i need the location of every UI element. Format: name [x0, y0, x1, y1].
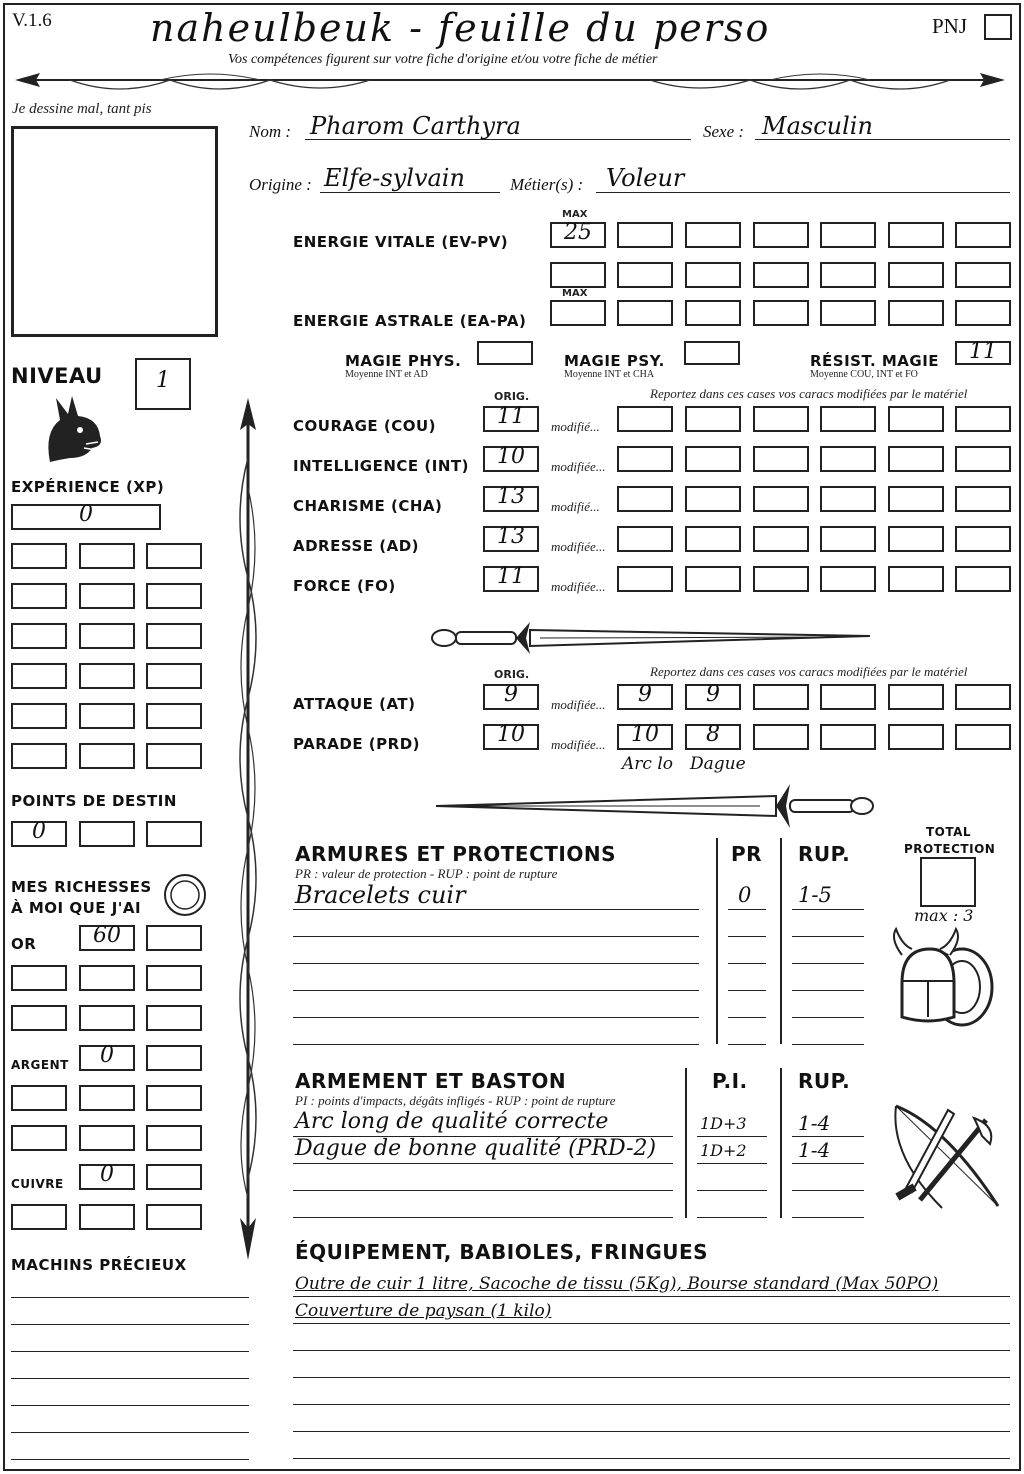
carac-modified-label: modifiée...: [551, 579, 606, 594]
ea-box-5[interactable]: [888, 300, 944, 326]
xp-box-6-1[interactable]: [11, 743, 67, 769]
carac-mod-box-6[interactable]: [955, 566, 1011, 592]
money-box-1-1-value: 60: [93, 923, 121, 948]
money-box-7-2[interactable]: [146, 1164, 202, 1190]
money-box-4-1[interactable]: [79, 1045, 135, 1071]
machins-line: [11, 1378, 249, 1379]
ea-box-3[interactable]: [753, 300, 809, 326]
machins-line: [11, 1459, 249, 1460]
arme-rup-line: [792, 1163, 864, 1164]
prd-orig-box[interactable]: 10: [483, 724, 539, 750]
ev-box-1[interactable]: [617, 222, 673, 248]
carac-mod-box-1[interactable]: [617, 486, 673, 512]
prd-mod-box-2[interactable]: 8: [685, 724, 741, 750]
at-mod-box-2[interactable]: 9: [685, 684, 741, 710]
total-protection-box[interactable]: [920, 857, 976, 907]
or-label: OR: [11, 935, 37, 953]
armure-rup-line: [792, 909, 864, 910]
prd-mod-box-1[interactable]: 10: [617, 724, 673, 750]
origine-label: Origine :: [249, 175, 312, 194]
ev-box-4[interactable]: [820, 222, 876, 248]
prd-label: PARADE (PRD): [293, 735, 421, 753]
total-protection-label-2: PROTECTION: [904, 842, 996, 856]
at-mod-box-4[interactable]: [820, 684, 876, 710]
carac-orig-box-value: 11: [497, 404, 525, 429]
carac-mod-box-3[interactable]: [753, 406, 809, 432]
resist-magie-sub: Moyenne COU, INT et FO: [810, 369, 918, 380]
arme-line: [293, 1163, 673, 1164]
money-box-1-2[interactable]: [146, 925, 202, 951]
carac-label: FORCE (FO): [293, 577, 396, 595]
carac-mod-box-4[interactable]: [820, 406, 876, 432]
at-modified-label: modifiée...: [551, 697, 606, 712]
destin-box-1[interactable]: 0: [11, 821, 67, 847]
arme-pi-line: [697, 1217, 767, 1218]
page-title: naheulbeuk - feuille du perso: [150, 6, 771, 50]
arme-pi-line: [697, 1163, 767, 1164]
ea-box-6[interactable]: [955, 300, 1011, 326]
arme-line: [293, 1217, 673, 1218]
ev-box-row2-7[interactable]: [955, 262, 1011, 288]
ea-box-1[interactable]: [617, 300, 673, 326]
carac-mod-box-6[interactable]: [955, 486, 1011, 512]
money-box-6-2[interactable]: [79, 1125, 135, 1151]
ev-box-2[interactable]: [685, 222, 741, 248]
machins-line: [11, 1324, 249, 1325]
portrait-caption: Je dessine mal, tant pis: [12, 101, 152, 117]
carac-mod-box-1[interactable]: [617, 526, 673, 552]
at-mod-box-6[interactable]: [955, 684, 1011, 710]
equipement-line: [293, 1323, 1010, 1324]
armure-pr-line: [728, 909, 766, 910]
carac-modified-label: modifié...: [551, 499, 600, 514]
carac-mod-box-1[interactable]: [617, 446, 673, 472]
crossed-weapons-icon: [886, 1096, 1008, 1218]
carac-mod-box-3[interactable]: [753, 486, 809, 512]
carac-orig-box[interactable]: [483, 406, 539, 432]
ea-max-label: MAX: [562, 288, 588, 299]
carac-orig-box[interactable]: [483, 446, 539, 472]
xp-box-6-3[interactable]: [146, 743, 202, 769]
xp-box-4-3[interactable]: [146, 663, 202, 689]
xp-box-4-2[interactable]: [79, 663, 135, 689]
armure-pr-line: [728, 963, 766, 964]
nom-value[interactable]: Pharom Carthyra: [310, 112, 521, 140]
dragon-icon: [40, 392, 106, 464]
coin-icon: [162, 872, 208, 918]
armure-rup-line: [792, 1017, 864, 1018]
armement-divider-1: [685, 1068, 687, 1218]
xp-box-3-2[interactable]: [79, 623, 135, 649]
destin-label: POINTS DE DESTIN: [11, 792, 177, 810]
carac-orig-box-value: 13: [497, 484, 525, 509]
xp-box-5-2[interactable]: [79, 703, 135, 729]
money-box-5-3[interactable]: [146, 1085, 202, 1111]
machins-line: [11, 1405, 249, 1406]
armement-sub: PI : points d'impacts, dégâts infligés - RUP : point de rupture: [295, 1093, 616, 1108]
carac-mod-box-2[interactable]: [685, 406, 741, 432]
nom-label: Nom :: [249, 122, 292, 141]
carac-mod-box-5[interactable]: [888, 566, 944, 592]
armure-rup[interactable]: 1-5: [798, 883, 832, 907]
armures-title: ARMURES ET PROTECTIONS: [295, 842, 616, 866]
money-box-8-2[interactable]: [79, 1204, 135, 1230]
prd-mod-box-5[interactable]: [888, 724, 944, 750]
destin-box-3[interactable]: [146, 821, 202, 847]
cuivre-label: CUIVRE: [11, 1177, 64, 1191]
prd-modified-label: modifiée...: [551, 737, 606, 752]
xp-box-3-3[interactable]: [146, 623, 202, 649]
at-label: ATTAQUE (AT): [293, 695, 416, 713]
carac-orig-box[interactable]: [483, 526, 539, 552]
arme-rup-line: [792, 1136, 864, 1137]
pnj-label: PNJ: [932, 14, 968, 38]
total-protection-label-1: TOTAL: [926, 825, 972, 839]
page-subtitle: Vos compétences figurent sur votre fiche d'origine et/ou votre fiche de métier: [228, 52, 658, 67]
combat-col-2-note: Dague: [690, 754, 746, 774]
money-box-3-1[interactable]: [11, 1005, 67, 1031]
caracs-report-note: Reportez dans ces cases vos caracs modifiées par le matériel: [650, 386, 968, 401]
equipement-line: [293, 1296, 1010, 1297]
xp-box-1-3[interactable]: [146, 543, 202, 569]
carac-modified-label: modifié...: [551, 419, 600, 434]
xp-box-5-3[interactable]: [146, 703, 202, 729]
sword-ornament-bottom: [430, 776, 876, 834]
xp-box-2-2[interactable]: [79, 583, 135, 609]
nom-underline: [305, 139, 691, 140]
armure-pr-line: [728, 990, 766, 991]
equipement-line: [293, 1458, 1010, 1459]
ev-box-row2-5[interactable]: [820, 262, 876, 288]
niveau-box[interactable]: 1: [135, 358, 191, 410]
ea-box-2[interactable]: [685, 300, 741, 326]
money-box-1-1[interactable]: [79, 925, 135, 951]
carac-mod-box-2[interactable]: [685, 446, 741, 472]
carac-label: ADRESSE (AD): [293, 537, 420, 555]
carac-orig-box[interactable]: [483, 566, 539, 592]
ea-label: ENERGIE ASTRALE (EA-PA): [293, 312, 527, 330]
arme-pi[interactable]: 1D+2: [700, 1141, 747, 1160]
carac-mod-box-3[interactable]: [753, 446, 809, 472]
carac-mod-box-5[interactable]: [888, 486, 944, 512]
caracs-orig-label: ORIG.: [494, 390, 530, 403]
armure-name[interactable]: Bracelets cuir: [295, 881, 466, 909]
machins-label: MACHINS PRÉCIEUX: [11, 1256, 187, 1274]
arme-pi[interactable]: 1D+3: [700, 1114, 747, 1133]
money-box-6-1[interactable]: [11, 1125, 67, 1151]
richesses-label-1: MES RICHESSES: [11, 878, 152, 896]
machins-line: [11, 1351, 249, 1352]
equipement-text[interactable]: Couverture de paysan (1 kilo): [295, 1301, 552, 1321]
carac-orig-box-value: 10: [497, 444, 525, 469]
at-mod-box-1[interactable]: 9: [617, 684, 673, 710]
equipement-line: [293, 1431, 1010, 1432]
carac-orig-box-value: 11: [497, 564, 525, 589]
money-box-5-2[interactable]: [79, 1085, 135, 1111]
ev-box-row2-6[interactable]: [888, 262, 944, 288]
carac-mod-box-3[interactable]: [753, 566, 809, 592]
portrait-box[interactable]: [11, 126, 218, 337]
pnj-checkbox[interactable]: [984, 14, 1012, 40]
ev-label: ENERGIE VITALE (EV-PV): [293, 233, 509, 251]
carac-mod-box-5[interactable]: [888, 406, 944, 432]
money-box-4-2[interactable]: [146, 1045, 202, 1071]
carac-mod-box-6[interactable]: [955, 526, 1011, 552]
armement-rup-label: RUP.: [798, 1069, 851, 1093]
carac-mod-box-5[interactable]: [888, 526, 944, 552]
ev-box-row2-4[interactable]: [753, 262, 809, 288]
destin-box-2[interactable]: [79, 821, 135, 847]
combat-col-1-note: Arc lo: [622, 754, 673, 774]
armures-sub: PR : valeur de protection - RUP : point de rupture: [295, 866, 558, 881]
armement-pi-label: P.I.: [712, 1069, 748, 1093]
equipement-title: ÉQUIPEMENT, BABIOLES, FRINGUES: [295, 1240, 709, 1264]
carac-mod-box-6[interactable]: [955, 406, 1011, 432]
armement-divider-2: [780, 1068, 782, 1218]
armure-line: [293, 909, 699, 910]
money-box-4-1-value: 0: [100, 1043, 114, 1068]
arme-rup-line: [792, 1190, 864, 1191]
ev-box-row2-3[interactable]: [685, 262, 741, 288]
arme-name[interactable]: Dague de bonne qualité (PRD-2): [295, 1136, 657, 1161]
equipement-line: [293, 1404, 1010, 1405]
carac-modified-label: modifiée...: [551, 539, 606, 554]
sexe-value[interactable]: Masculin: [762, 112, 873, 140]
armure-pr-line: [728, 1044, 766, 1045]
money-box-7-1[interactable]: [79, 1164, 135, 1190]
money-box-8-1[interactable]: [11, 1204, 67, 1230]
xp-box-6-2[interactable]: [79, 743, 135, 769]
at-orig-box[interactable]: 9: [483, 684, 539, 710]
money-box-2-3[interactable]: [146, 965, 202, 991]
carac-orig-box[interactable]: [483, 486, 539, 512]
combat-report-note: Reportez dans ces cases vos caracs modifiées par le matériel: [650, 664, 968, 679]
armure-line: [293, 936, 699, 937]
sexe-underline: [755, 139, 1010, 140]
version-label: V.1.6: [12, 10, 52, 31]
equipement-text[interactable]: Outre de cuir 1 litre, Sacoche de tissu (5Kg), Bourse standard (Max 50PO): [295, 1274, 939, 1294]
money-box-3-3[interactable]: [146, 1005, 202, 1031]
ea-max-box[interactable]: [550, 300, 606, 326]
xp-box-1-2[interactable]: [79, 543, 135, 569]
ev-max-box[interactable]: 25: [550, 222, 606, 248]
origine-underline: [320, 192, 500, 193]
money-box-7-1-value: 0: [100, 1162, 114, 1187]
magie-phys-sub: Moyenne INT et AD: [345, 369, 428, 380]
prd-mod-box-4[interactable]: [820, 724, 876, 750]
arme-rup[interactable]: 1-4: [798, 1111, 831, 1135]
carac-mod-box-6[interactable]: [955, 446, 1011, 472]
richesses-label-2: À MOI QUE J'AI: [11, 899, 142, 917]
money-box-8-3[interactable]: [146, 1204, 202, 1230]
prd-mod-box-6[interactable]: [955, 724, 1011, 750]
ev-box-3[interactable]: [753, 222, 809, 248]
resist-magie-box[interactable]: 11: [955, 341, 1011, 365]
armure-line: [293, 963, 699, 964]
magie-psy-box[interactable]: [684, 341, 740, 365]
armement-title: ARMEMENT ET BASTON: [295, 1069, 567, 1093]
ev-box-row2-2[interactable]: [617, 262, 673, 288]
carac-modified-label: modifiée...: [551, 459, 606, 474]
resist-magie-label: RÉSIST. MAGIE: [810, 352, 940, 370]
carac-label: COURAGE (COU): [293, 417, 437, 435]
armure-rup-line: [792, 963, 864, 964]
carac-label: INTELLIGENCE (INT): [293, 457, 469, 475]
magie-phys-label: MAGIE PHYS.: [345, 352, 462, 370]
metier-underline: [596, 192, 1010, 193]
money-box-6-3[interactable]: [146, 1125, 202, 1151]
carac-mod-box-3[interactable]: [753, 526, 809, 552]
carac-orig-box-value: 13: [497, 524, 525, 549]
armure-pr-line: [728, 936, 766, 937]
carac-mod-box-1[interactable]: [617, 406, 673, 432]
armure-line: [293, 990, 699, 991]
carac-mod-box-1[interactable]: [617, 566, 673, 592]
xp-box-4-1[interactable]: [11, 663, 67, 689]
armures-divider-2: [780, 838, 782, 1044]
arme-pi-line: [697, 1136, 767, 1137]
carac-mod-box-2[interactable]: [685, 526, 741, 552]
arme-pi-line: [697, 1190, 767, 1191]
magie-psy-sub: Moyenne INT et CHA: [564, 369, 655, 380]
xp-label: EXPÉRIENCE (XP): [11, 478, 165, 496]
carac-mod-box-2[interactable]: [685, 486, 741, 512]
armure-line: [293, 1017, 699, 1018]
xp-box[interactable]: 0: [11, 504, 161, 530]
xp-box-2-3[interactable]: [146, 583, 202, 609]
carac-label: CHARISME (CHA): [293, 497, 443, 515]
metier-value[interactable]: Voleur: [606, 164, 685, 192]
armures-rup-label: RUP.: [798, 842, 851, 866]
niveau-label: NIVEAU: [11, 364, 103, 388]
arme-line: [293, 1190, 673, 1191]
carac-mod-box-2[interactable]: [685, 566, 741, 592]
at-mod-box-3[interactable]: [753, 684, 809, 710]
money-box-3-2[interactable]: [79, 1005, 135, 1031]
carac-mod-box-5[interactable]: [888, 446, 944, 472]
xp-box-2-1[interactable]: [11, 583, 67, 609]
header-spear-ornament: [10, 68, 1010, 102]
argent-label: ARGENT: [11, 1058, 69, 1072]
xp-box-1-1[interactable]: [11, 543, 67, 569]
metier-label: Métier(s) :: [510, 175, 584, 194]
arme-rup-line: [792, 1217, 864, 1218]
machins-line: [11, 1432, 249, 1433]
equipement-line: [293, 1377, 1010, 1378]
ev-box-row2-1[interactable]: [550, 262, 606, 288]
money-box-2-2[interactable]: [79, 965, 135, 991]
armure-pr-line: [728, 1017, 766, 1018]
ev-box-6[interactable]: [955, 222, 1011, 248]
armure-rup-line: [792, 990, 864, 991]
armure-line: [293, 1044, 699, 1045]
money-box-5-1[interactable]: [11, 1085, 67, 1111]
carac-mod-box-4[interactable]: [820, 486, 876, 512]
ev-box-5[interactable]: [888, 222, 944, 248]
ev-max-label: MAX: [562, 209, 588, 220]
at-mod-box-5[interactable]: [888, 684, 944, 710]
carac-mod-box-4[interactable]: [820, 446, 876, 472]
ea-box-4[interactable]: [820, 300, 876, 326]
arme-rup[interactable]: 1-4: [798, 1138, 831, 1162]
arme-name[interactable]: Arc long de qualité correcte: [295, 1109, 609, 1134]
xp-box-3-1[interactable]: [11, 623, 67, 649]
prd-mod-box-3[interactable]: [753, 724, 809, 750]
armure-rup-line: [792, 1044, 864, 1045]
origine-value[interactable]: Elfe-sylvain: [324, 164, 465, 192]
carac-mod-box-4[interactable]: [820, 566, 876, 592]
total-protection-max: max : 3: [914, 906, 974, 925]
armures-divider-1: [716, 838, 718, 1044]
sword-ornament-top: [430, 608, 876, 666]
magie-phys-box[interactable]: [477, 341, 533, 365]
combat-orig-label: ORIG.: [494, 668, 530, 681]
magie-psy-label: MAGIE PSY.: [564, 352, 665, 370]
sexe-label: Sexe :: [703, 122, 745, 141]
armures-pr-label: PR: [731, 842, 763, 866]
carac-mod-box-4[interactable]: [820, 526, 876, 552]
armure-rup-line: [792, 936, 864, 937]
machins-line: [11, 1297, 249, 1298]
money-box-2-1[interactable]: [11, 965, 67, 991]
armure-pr[interactable]: 0: [738, 883, 752, 907]
xp-box-5-1[interactable]: [11, 703, 67, 729]
helmet-shield-icon: [888, 925, 1000, 1033]
equipement-line: [293, 1350, 1010, 1351]
vertical-spear-ornament: [226, 398, 270, 1260]
